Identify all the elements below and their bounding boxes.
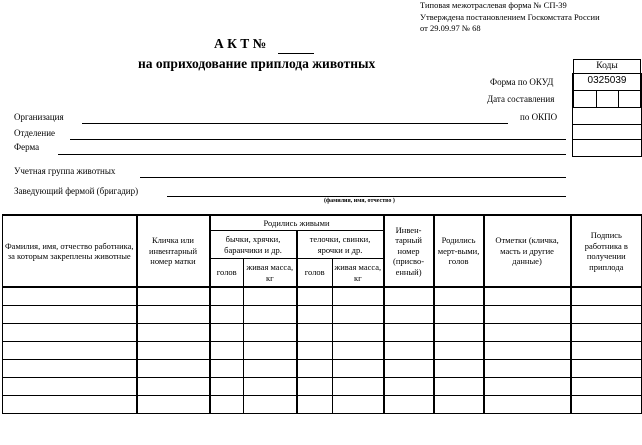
table-cell[interactable] — [297, 306, 333, 324]
col-header-notes: Отметки (кличка, масть и другие данные) — [484, 215, 571, 287]
col-header-calves: бычки, хрячки, баранчики и др. — [210, 231, 297, 259]
table-cell[interactable] — [384, 287, 434, 306]
table-cell[interactable] — [244, 287, 297, 306]
table-cell[interactable] — [484, 287, 571, 306]
table-cell[interactable] — [333, 287, 384, 306]
table-cell[interactable] — [244, 306, 297, 324]
table-cell[interactable] — [297, 378, 333, 396]
table-cell[interactable] — [434, 378, 484, 396]
codes-row-line-1 — [573, 124, 641, 125]
table-row — [3, 396, 642, 414]
col-header-heifers: телочки, свинки, ярочки и др. — [297, 231, 384, 259]
table-cell[interactable] — [434, 342, 484, 360]
date-divider-2 — [618, 91, 619, 108]
group-label: Учетная группа животных — [14, 166, 116, 176]
table-cell[interactable] — [3, 324, 137, 342]
table-cell[interactable] — [137, 342, 210, 360]
table-cell[interactable] — [244, 360, 297, 378]
table-cell[interactable] — [210, 324, 244, 342]
table-cell[interactable] — [384, 324, 434, 342]
department-label: Отделение — [14, 128, 56, 138]
table-cell[interactable] — [210, 396, 244, 414]
table-cell[interactable] — [244, 396, 297, 414]
farm-field[interactable] — [58, 154, 566, 155]
table-cell[interactable] — [571, 360, 642, 378]
table-cell[interactable] — [484, 324, 571, 342]
act-subtitle: на оприходование приплода животных — [138, 56, 376, 71]
table-cell[interactable] — [333, 360, 384, 378]
table-cell[interactable] — [333, 396, 384, 414]
date-code-cell[interactable] — [573, 91, 641, 108]
table-cell[interactable] — [297, 360, 333, 378]
table-cell[interactable] — [297, 396, 333, 414]
table-cell[interactable] — [571, 324, 642, 342]
form-header — [420, 0, 600, 35]
group-field[interactable] — [140, 177, 566, 178]
col-header-signature: Подпись работника в получении приплода — [571, 215, 642, 287]
col-header-dead: Родились мерт-выми, голов — [434, 215, 484, 287]
col-header-heifers-weight: живая масса, кг — [333, 259, 384, 288]
table-cell[interactable] — [244, 378, 297, 396]
table-cell[interactable] — [297, 324, 333, 342]
table-cell[interactable] — [571, 378, 642, 396]
table-cell[interactable] — [297, 342, 333, 360]
col-header-inventory: Инвен-тарный номер (присво-енный) — [384, 215, 434, 287]
table-cell[interactable] — [333, 342, 384, 360]
table-cell[interactable] — [210, 342, 244, 360]
organization-field[interactable] — [82, 123, 508, 124]
okud-code: 0325039 — [573, 74, 641, 91]
table-cell[interactable] — [434, 324, 484, 342]
table-row — [3, 287, 642, 306]
table-cell[interactable] — [3, 306, 137, 324]
table-row — [3, 360, 642, 378]
table-cell[interactable] — [137, 287, 210, 306]
table-cell[interactable] — [384, 378, 434, 396]
act-number-field[interactable] — [278, 53, 314, 54]
table-cell[interactable] — [571, 306, 642, 324]
table-cell[interactable] — [210, 306, 244, 324]
col-header-calves-weight: живая масса, кг — [244, 259, 297, 288]
manager-label: Заведующий фермой (бригадир) — [14, 186, 139, 196]
table-cell[interactable] — [484, 360, 571, 378]
table-body — [3, 287, 642, 414]
table-cell[interactable] — [333, 306, 384, 324]
table-cell[interactable] — [484, 378, 571, 396]
table-cell[interactable] — [210, 360, 244, 378]
table-cell[interactable] — [3, 378, 137, 396]
table-cell[interactable] — [484, 342, 571, 360]
table-cell[interactable] — [244, 342, 297, 360]
table-row — [3, 342, 642, 360]
form-header-line-2: Утверждена постановлением Госкомстата России — [420, 11, 600, 22]
table-row — [3, 324, 642, 342]
table-cell[interactable] — [384, 396, 434, 414]
table-cell[interactable] — [484, 306, 571, 324]
table-cell[interactable] — [333, 378, 384, 396]
table-cell[interactable] — [384, 342, 434, 360]
table-cell[interactable] — [137, 378, 210, 396]
table-cell[interactable] — [3, 287, 137, 306]
act-title: А К Т № — [214, 36, 267, 51]
table-cell[interactable] — [434, 287, 484, 306]
table-cell[interactable] — [137, 396, 210, 414]
manager-field[interactable] — [167, 196, 566, 197]
table-cell[interactable] — [210, 378, 244, 396]
codes-header: Коды — [573, 59, 641, 74]
table-cell[interactable] — [571, 287, 642, 306]
table-cell[interactable] — [434, 306, 484, 324]
table-cell[interactable] — [384, 360, 434, 378]
form-header-line-1: Типовая межотраслевая форма № СП-39 — [420, 0, 567, 10]
table-cell[interactable] — [244, 324, 297, 342]
table-cell[interactable] — [210, 287, 244, 306]
table-cell[interactable] — [384, 306, 434, 324]
col-header-mother: Кличка или инвентарный номер матки — [137, 215, 210, 287]
col-header-born-alive: Родились живыми — [210, 215, 384, 231]
livestock-table — [2, 214, 642, 414]
table-row — [3, 306, 642, 324]
col-header-heifers-heads: голов — [297, 259, 333, 288]
okpo-label: по ОКПО — [520, 112, 558, 122]
codes-row-line-2 — [573, 139, 641, 140]
okud-label: Форма по ОКУД — [490, 77, 554, 87]
date-divider-1 — [596, 91, 597, 108]
table-cell[interactable] — [3, 360, 137, 378]
date-label: Дата составления — [487, 94, 555, 104]
table-cell[interactable] — [137, 306, 210, 324]
department-field[interactable] — [70, 139, 566, 140]
table-cell[interactable] — [3, 396, 137, 414]
table-cell[interactable] — [571, 342, 642, 360]
col-header-calves-heads: голов — [210, 259, 244, 288]
table-cell[interactable] — [571, 396, 642, 414]
col-header-worker: Фамилия, имя, отчество работника, за которым закреплены животные — [3, 215, 137, 287]
table-cell[interactable] — [137, 324, 210, 342]
table-cell[interactable] — [434, 396, 484, 414]
form-header-line-3: от 29.09.97 № 68 — [420, 23, 481, 33]
table-cell[interactable] — [434, 360, 484, 378]
table-row — [3, 378, 642, 396]
table-cell[interactable] — [3, 342, 137, 360]
table-cell[interactable] — [137, 360, 210, 378]
table-cell[interactable] — [484, 396, 571, 414]
table-cell[interactable] — [297, 287, 333, 306]
table-cell[interactable] — [333, 324, 384, 342]
manager-caption: (фамилия, имя, отчество ) — [324, 198, 395, 204]
farm-label: Ферма — [14, 142, 40, 152]
organization-label: Организация — [14, 112, 64, 122]
